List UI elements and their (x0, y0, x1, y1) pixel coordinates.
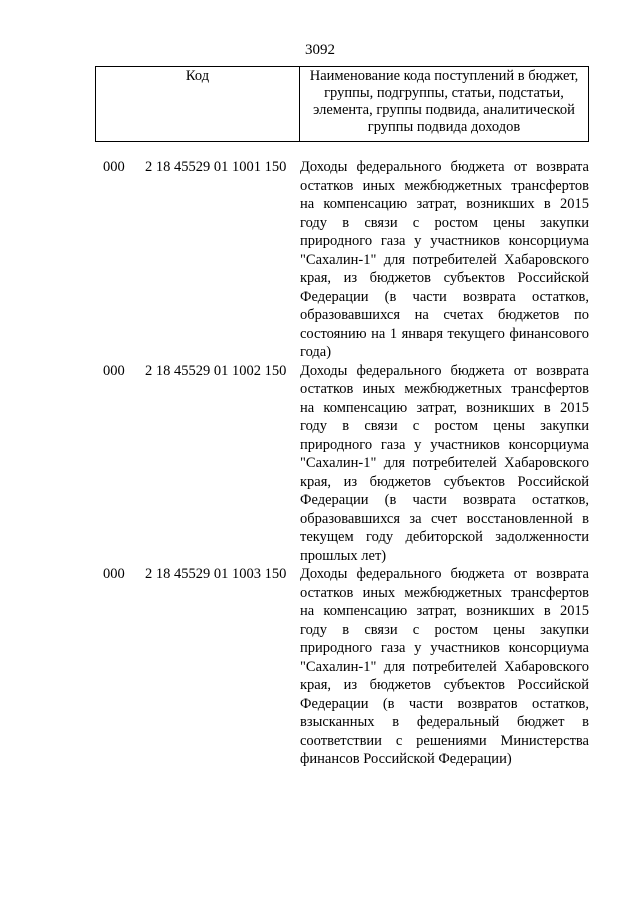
admin-code: 000 (103, 566, 125, 582)
income-code: 2 18 45529 01 1002 150 (145, 362, 287, 379)
table-row (0, 158, 640, 362)
income-description: Доходы федерального бюджета от возврата остатков иных межбюджетных трансфертов на компенсацию затрат, возникших в 2015 году в связи с ростом цены закупки природного газа у участников консорциума "Сахалин-1" для потребителей Хабаровского края, из бюджетов субъектов Российской Федерации (в части возвратов остатков, взысканных в федеральный бюджет в соответствии с решениями Министерства финансов Российской Федерации) (300, 566, 589, 767)
header-code-column: Код (96, 67, 300, 141)
header-name-column: Наименование кода поступлений в бюджет, группы, подгруппы, статьи, подстатьи, элемента, группы подвида, аналитической группы подвида доходов (309, 68, 579, 135)
table-body (0, 158, 640, 769)
table-row (0, 565, 640, 769)
page-number: 3092 (305, 42, 335, 58)
income-description: Доходы федерального бюджета от возврата остатков иных межбюджетных трансфертов на компенсацию затрат, возникших в 2015 году в связи с ростом цены закупки природного газа у участников консорциума "Сахалин-1" для потребителей Хабаровского края, из бюджетов субъектов Российской Федерации (в части возврата остатков, образовавшихся за счет восстановленной в текущем году дебиторской задолженности прошлых лет) (300, 362, 589, 564)
income-description: Доходы федерального бюджета от возврата остатков иных межбюджетных трансфертов на компенсацию затрат, возникших в 2015 году в связи с ростом цены закупки природного газа у участников консорциума "Сахалин-1" для потребителей Хабаровского края, из бюджетов субъектов Российской Федерации (в части возврата остатков, образовавшихся на счетах бюджетов по состоянию на 1 января текущего финансового года) (300, 159, 589, 360)
admin-code: 000 (103, 362, 125, 379)
income-code: 2 18 45529 01 1003 150 (145, 566, 287, 582)
table-header (95, 66, 589, 142)
admin-code: 000 (103, 159, 125, 175)
income-code: 2 18 45529 01 1001 150 (145, 159, 287, 175)
table-row (0, 362, 640, 566)
